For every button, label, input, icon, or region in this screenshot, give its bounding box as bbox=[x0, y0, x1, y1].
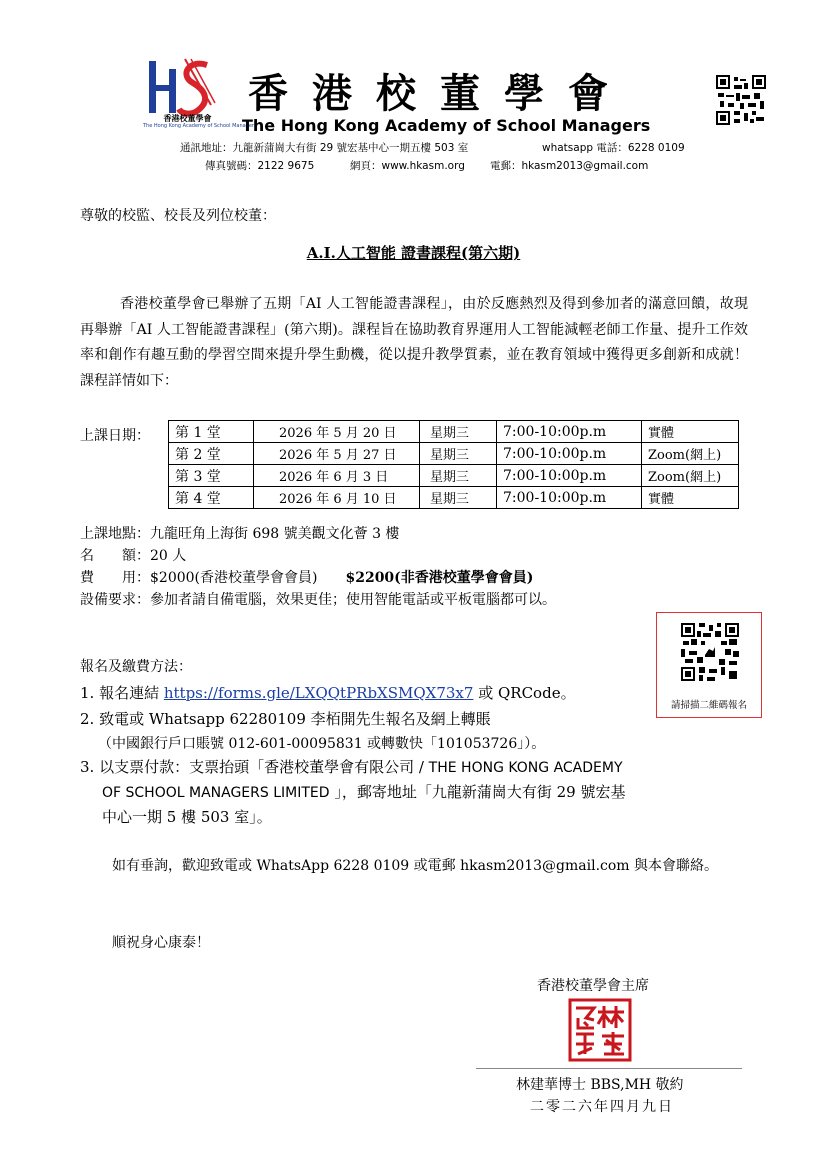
lesson-cell: 第 3 堂 bbox=[169, 465, 254, 487]
lesson-cell: 第 2 堂 bbox=[169, 443, 254, 465]
header-qr-code bbox=[716, 75, 766, 125]
logo-caption: 香港校董學會 bbox=[163, 114, 212, 123]
fee-line bbox=[80, 567, 533, 587]
schedule-label: 上課日期： bbox=[80, 428, 150, 444]
contact-whatsapp: whatsapp 電話：6228 0109 bbox=[542, 142, 685, 154]
signature-line bbox=[476, 1068, 742, 1069]
registration-item-2-line1: 2. 致電或 Whatsapp 62280109 李栢開先生報名及網上轉賬 bbox=[80, 710, 491, 728]
weekday-cell: 星期三 bbox=[420, 443, 497, 465]
mode-cell: Zoom(網上) bbox=[642, 465, 739, 487]
quota-line: 名 額：20 人 bbox=[80, 548, 187, 564]
registration-item-3-line2a: OF SCHOOL MANAGERS LIMITED bbox=[102, 785, 330, 801]
registration-form-link[interactable]: https://forms.gle/LXQQtPRbXSMQX73x7 bbox=[163, 684, 474, 702]
lesson-cell: 第 4 堂 bbox=[169, 487, 254, 509]
mode-cell: 實體 bbox=[642, 487, 739, 509]
weekday-cell: 星期三 bbox=[420, 421, 497, 443]
signature-name: 林建華博士 BBS,MH 敬約 bbox=[516, 1077, 684, 1093]
contact-fax: 傳真號碼：2122 9675 bbox=[205, 160, 315, 172]
mode-cell: Zoom(網上) bbox=[642, 443, 739, 465]
date-cell: 2026 年 6 月 3 日 bbox=[254, 465, 420, 487]
chairman-seal-image bbox=[568, 998, 632, 1062]
contact-website: 網頁：www.hkasm.org bbox=[350, 160, 465, 172]
contact-email: 電郵：hkasm2013@gmail.com bbox=[490, 160, 649, 172]
enquiry-line: 如有垂詢，歡迎致電或 WhatsApp 6228 0109 或電郵 hkasm2013@gmail.com 與本會聯絡。 bbox=[112, 858, 719, 874]
document-title bbox=[0, 242, 827, 263]
schedule-table bbox=[168, 420, 739, 509]
time-cell: 7:00-10:00p.m bbox=[497, 421, 642, 443]
registration-item-3-line1 bbox=[80, 756, 623, 777]
date-cell: 2026 年 6 月 10 日 bbox=[254, 487, 420, 509]
signature-date: 二零二六年四月九日 bbox=[530, 1099, 674, 1115]
registration-item-1-prefix: 1. 報名連結 bbox=[80, 684, 164, 702]
lesson-cell: 第 1 堂 bbox=[169, 421, 254, 443]
date-cell: 2026 年 5 月 27 日 bbox=[254, 443, 420, 465]
table-row bbox=[169, 443, 739, 465]
fee-nonmember: $2200(非香港校董學會會員) bbox=[345, 570, 534, 586]
time-cell: 7:00-10:00p.m bbox=[497, 443, 642, 465]
registration-item-3-line1a: 3. 以支票付款：支票抬頭「香港校董學會有限公司 / bbox=[80, 758, 429, 776]
registration-item-1-suffix: 或 QRCode。 bbox=[473, 684, 576, 702]
registration-heading: 報名及繳費方法： bbox=[80, 659, 192, 675]
venue-line: 上課地點：九龍旺角上海街 698 號美觀文化薈 3 樓 bbox=[80, 526, 400, 542]
registration-qr-box bbox=[656, 612, 762, 718]
weekday-cell: 星期三 bbox=[420, 465, 497, 487]
closing-line: 順祝身心康泰！ bbox=[112, 935, 210, 951]
fee-member: 費 用：$2000(香港校董學會會員) bbox=[80, 570, 318, 586]
academy-logo bbox=[143, 55, 257, 133]
time-cell: 7:00-10:00p.m bbox=[497, 465, 642, 487]
registration-item-2-line2: （中國銀行戶口賬號 012-601-00095831 或轉數快「101053726」）。 bbox=[98, 736, 546, 752]
org-name-zh: 香港校董學會 bbox=[248, 70, 632, 117]
registration-item-3-line2b: 」，郵寄地址「九龍新蒲崗大有街 29 號宏基 bbox=[329, 783, 626, 801]
document-title-text: A.I.人工智能 證書課程(第六期) bbox=[306, 244, 521, 262]
contact-address: 通訊地址：九龍新蒲崗大有街 29 號宏基中心一期五樓 503 室 bbox=[180, 142, 469, 154]
org-name-en: The Hong Kong Academy of School Managers bbox=[242, 116, 651, 135]
mode-cell: 實體 bbox=[642, 421, 739, 443]
registration-item-1 bbox=[80, 682, 576, 703]
table-row bbox=[169, 465, 739, 487]
weekday-cell: 星期三 bbox=[420, 487, 497, 509]
table-row bbox=[169, 421, 739, 443]
equipment-line: 設備要求：參加者請自備電腦，效果更佳；使用智能電話或平板電腦都可以。 bbox=[80, 592, 556, 608]
signature-role: 香港校董學會主席 bbox=[537, 978, 649, 994]
logo-subcaption: The Hong Kong Academy of School Managers bbox=[143, 123, 257, 129]
registration-qr-code[interactable] bbox=[681, 623, 739, 681]
qr-caption: 請掃描二維碼報名 bbox=[670, 700, 747, 711]
intro-paragraph: 香港校董學會已舉辦了五期「AI 人工智能證書課程」，由於反應熱烈及得到參加者的滿意回饋，故現再舉辦「AI 人工智能證書課程」(第六期)。課程旨在協助教育界運用人工智能減輕老師工作量、提升工作效率和創作有趣互動的學習空間來提升學生動機，從以提升教學質素，並在教育領域中獲得更多創新和成就！課程詳情如下： bbox=[80, 296, 748, 389]
time-cell: 7:00-10:00p.m bbox=[497, 487, 642, 509]
registration-item-3-line1b: THE HONG KONG ACADEMY bbox=[428, 760, 623, 776]
registration-item-3-line3: 中心一期 5 樓 503 室」。 bbox=[102, 808, 272, 826]
date-cell: 2026 年 5 月 20 日 bbox=[254, 421, 420, 443]
table-row bbox=[169, 487, 739, 509]
salutation: 尊敬的校監、校長及列位校董： bbox=[80, 208, 276, 224]
registration-item-3-line2 bbox=[102, 781, 625, 802]
